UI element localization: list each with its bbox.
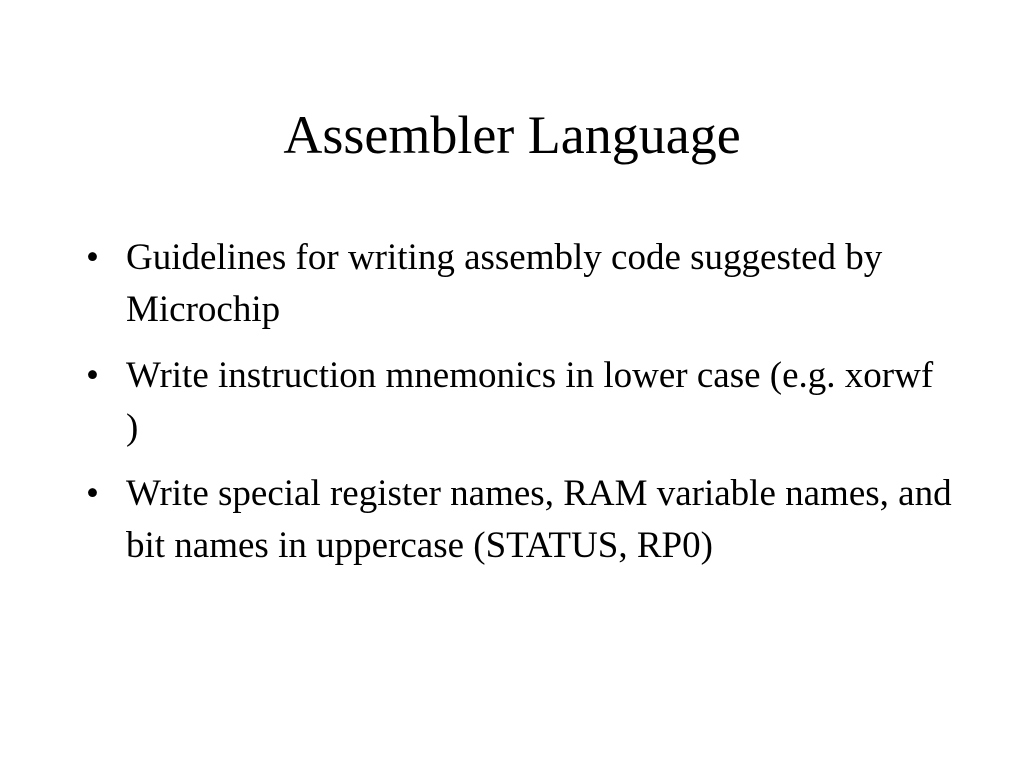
bullet-text: Write instruction mnemonics in lower case (e.g. xorwf ) bbox=[126, 355, 934, 448]
bullet-text: Write special register names, RAM variable names, and bit names in uppercase (STATUS, RP0) bbox=[126, 473, 952, 566]
slide-title: Assembler Language bbox=[283, 105, 741, 165]
bullet-item bbox=[0, 232, 1024, 336]
bullet-marker: • bbox=[86, 473, 99, 514]
bullet-item bbox=[0, 350, 1024, 454]
bullet-marker: • bbox=[86, 237, 99, 278]
bullet-text: Guidelines for writing assembly code suggested by Microchip bbox=[126, 237, 883, 330]
bullet-item bbox=[0, 468, 1024, 572]
bullet-marker: • bbox=[86, 355, 99, 396]
bullet-list bbox=[0, 232, 1024, 586]
